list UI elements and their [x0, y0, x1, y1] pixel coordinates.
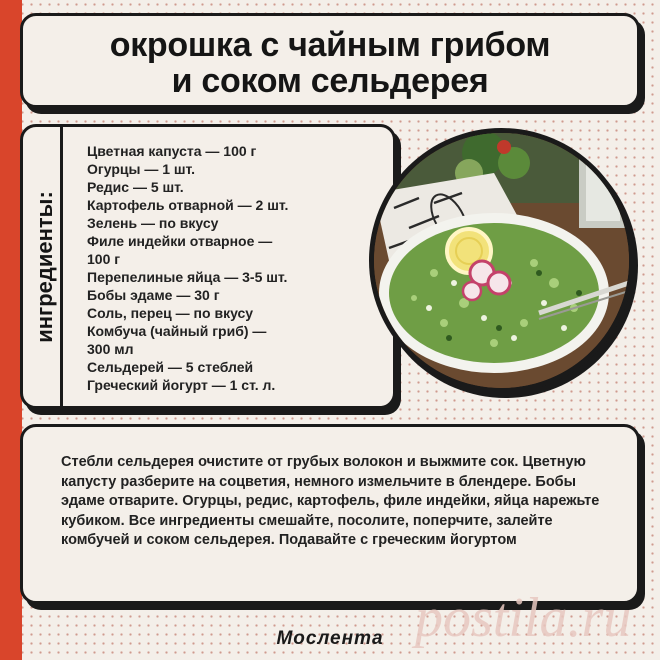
ingredient-item: Огурцы — 1 шт.	[87, 161, 196, 177]
ingredient-item: Зелень — по вкусу	[87, 215, 219, 231]
ingredient-item: Комбуча (чайный гриб) —	[87, 323, 267, 339]
ingredients-heading: ингредиенты:	[32, 190, 57, 343]
okroshka-photo	[374, 133, 629, 388]
ingredients-list	[87, 142, 387, 394]
okroshka-bowl-illustration	[374, 133, 629, 388]
ingredient-item: Цветная капуста — 100 г	[87, 143, 257, 159]
ingredient-item: Бобы эдаме — 30 г	[87, 287, 220, 303]
ingredient-item: Перепелиные яйца — 3-5 шт.	[87, 269, 288, 285]
watermark: postila.ru	[415, 587, 632, 649]
dish-photo-frame	[369, 128, 634, 393]
left-accent-bar	[0, 0, 22, 660]
footer	[0, 628, 660, 650]
ingredient-item: Филе индейки отварное —	[87, 233, 273, 249]
ingredient-item: Греческий йогурт — 1 ст. л.	[87, 377, 276, 393]
title-line-2: и соком сельдерея	[171, 62, 489, 100]
ingredient-item: Соль, перец — по вкусу	[87, 305, 254, 321]
title-card	[20, 13, 640, 108]
ingredients-card	[20, 124, 396, 409]
brand-logo: Мослента	[276, 628, 384, 649]
instructions-card	[20, 424, 640, 604]
ingredient-item: 100 г	[87, 251, 121, 267]
ingredients-sidebar	[23, 127, 63, 406]
page-title	[23, 16, 637, 99]
ingredient-item: Картофель отварной — 2 шт.	[87, 197, 289, 213]
ingredient-item: Сельдерей — 5 стеблей	[87, 359, 254, 375]
ingredient-item: 300 мл	[87, 341, 134, 357]
instructions-text: Стебли сельдерея очистите от грубых волокон и выжмите сок. Цветную капусту разберите на соцветия, немного измельчите в блендере. Бобы эдаме отварите. Огурцы, редис, картофель, филе индейки, яйца нарежьте кубиком. Все ингредиенты смешайте, посолите, поперчите, залейте комбучей и соком сельдерея. Подавайте с греческим йогуртом	[61, 454, 600, 548]
ingredient-item: Редис — 5 шт.	[87, 179, 184, 195]
title-line-1: окрошка с чайным грибом	[109, 26, 551, 64]
